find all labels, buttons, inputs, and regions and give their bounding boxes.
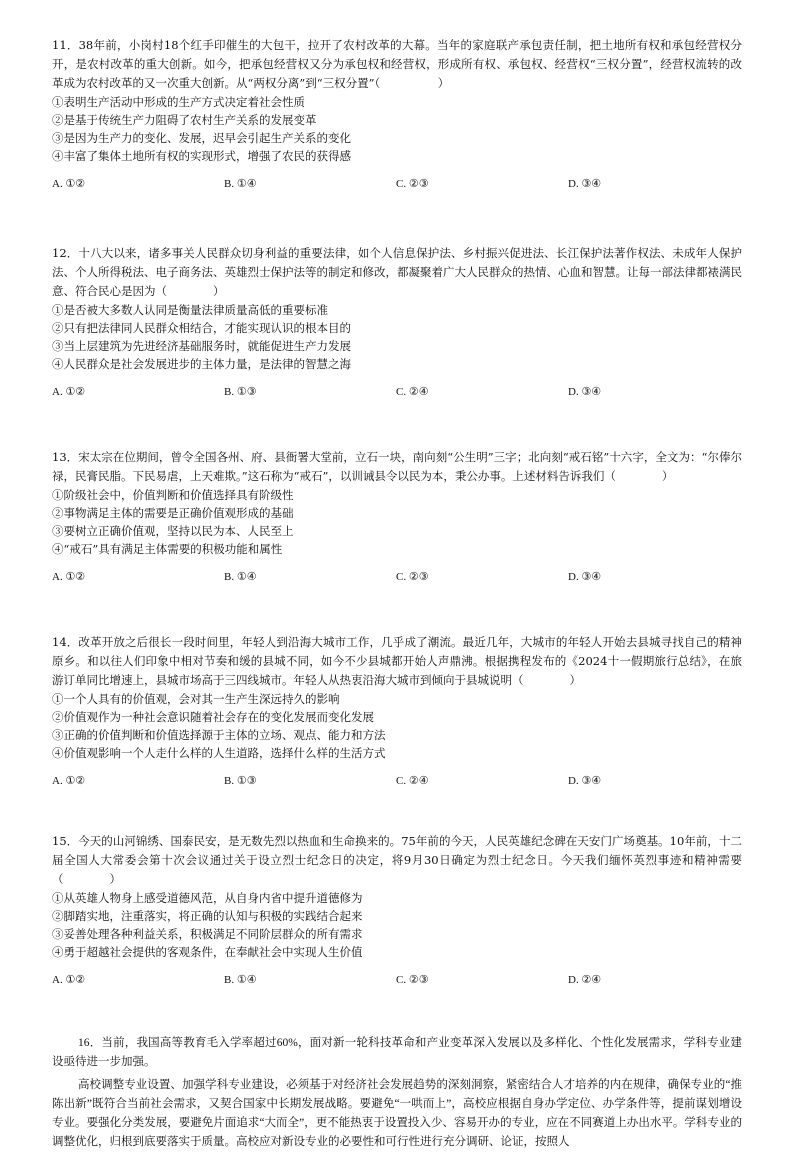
statement-item: ②只有把法律同人民群众相结合，才能实现认识的根本目的 <box>52 321 351 335</box>
question-stem: 11．38年前，小岗村18个红手印催生的大包干，拉开了农村改革的大幕。当年的家庭联产承包责任制，把土地所有权和承包经营权分开，是农村改革的重大创新。如今，把承包经营权又分为承包权和经营权，形成所有权、承包权、经营权“三权分置”，经营权流转的改革成为农村改革的又一次重大创新。从“两权分离”到“三权分置”（ ） <box>52 38 742 90</box>
answer-options <box>52 568 742 586</box>
statement-item: ④人民群众是社会发展进步的主体力量，是法律的智慧之海 <box>52 357 351 371</box>
option-a: A. ①② <box>52 775 86 787</box>
option-b: B. ①③ <box>224 775 257 787</box>
option-a: A. ①② <box>52 178 86 190</box>
statement-item: ④价值观影响一个人走什么样的人生道路，选择什么样的生活方式 <box>52 746 386 760</box>
statement-item: ②是基于传统生产力阻碍了农村生产关系的发展变革 <box>52 113 317 127</box>
statement-item: ④勇于超越社会提供的客观条件，在奉献社会中实现人生价值 <box>52 945 363 959</box>
option-d: D. ③④ <box>568 386 602 398</box>
option-d: D. ③④ <box>568 571 602 583</box>
option-c: C. ②③ <box>396 571 429 583</box>
option-a: A. ①② <box>52 974 86 986</box>
answer-options <box>52 971 742 989</box>
answer-options <box>52 383 742 401</box>
exam-page <box>52 36 742 1152</box>
statement-item: ①从英雄人物身上感受道德风范，从自身内省中提升道德修为 <box>52 891 363 905</box>
question-12 <box>52 244 742 401</box>
material-paragraph: 高校调整专业设置、加强学科专业建设，必须基于对经济社会发展趋势的深刻洞察，紧密结合人才培养的内在规律，确保专业的“推陈出新”既符合当前社会需求，又契合国家中长期发展战略。要避免“一哄而上”，高校应根据自身办学定位、办学条件等，提前谋划增设专业。要强化分类发展，要避免片面追求“大而全”，更不能热衷于设置投入少、容易开办的专业，应在不同赛道上办出水平。学科专业的调整优化，归根到底要落实于质量。高校应对新设专业的必要性和可行性进行充分调研、论证，按照人 <box>52 1079 742 1148</box>
answer-options <box>52 772 742 790</box>
question-stem: 13．宋太宗在位期间，曾令全国各州、府、县衙署大堂前，立石一块，南向刻“公生明”三字；北向刻“戒石铭”十六字，全文为：“尔俸尔禄，民膏民脂。下民易虐，上天难欺。”这石称为“戒石”，以训诫县令以民为本，秉公办事。上述材料告诉我们（ ） <box>52 450 742 483</box>
question-stem: 14．改革开放之后很长一段时间里，年轻人到沿海大城市工作，几乎成了潮流。最近几年，大城市的年轻人开始去县城寻找自己的精神原乡。和以往人们印象中相对节奏和缓的县城不同，如今不少县城都开始人声鼎沸。根据携程发布的《2024十一假期旅行总结》，在旅游订单同比增速上，县城市场高于三四线城市。年轻人从热衷沿海大城市到倾向于县城说明（ ） <box>52 635 742 687</box>
statement-item: ④“戒石”具有满足主体需要的积极功能和属性 <box>52 542 283 556</box>
option-d: D. ③④ <box>568 775 602 787</box>
statement-item: ①阶级社会中，价值判断和价值选择具有阶级性 <box>52 488 294 502</box>
statement-list <box>52 93 742 165</box>
option-c: C. ②④ <box>396 386 429 398</box>
option-b: B. ①④ <box>224 178 257 190</box>
question-14 <box>52 633 742 790</box>
statement-list <box>52 486 742 558</box>
option-d: D. ②④ <box>568 974 602 986</box>
statement-item: ②价值观作为一种社会意识随着社会存在的变化发展而变化发展 <box>52 710 374 724</box>
statement-item: ④丰富了集体土地所有权的实现形式，增强了农民的获得感 <box>52 149 351 163</box>
statement-list <box>52 301 742 373</box>
statement-item: ③正确的价值判断和价值选择源于主体的立场、观点、能力和方法 <box>52 728 386 742</box>
statement-item: ③是因为生产力的变化、发展，迟早会引起生产关系的变化 <box>52 131 351 145</box>
option-d: D. ③④ <box>568 178 602 190</box>
statement-item: ①一个人具有的价值观，会对其一生产生深远持久的影响 <box>52 692 340 706</box>
statement-list <box>52 889 742 961</box>
statement-item: ③要树立正确价值观，坚持以民为本、人民至上 <box>52 524 294 538</box>
option-b: B. ①④ <box>224 974 257 986</box>
statement-list <box>52 690 742 762</box>
statement-item: ③妥善处理各种利益关系，积极满足不同阶层群众的所有需求 <box>52 927 363 941</box>
statement-item: ①表明生产活动中形成的生产方式决定着社会性质 <box>52 95 305 109</box>
statement-item: ③当上层建筑为先进经济基础服务时，就能促进生产力发展 <box>52 339 351 353</box>
statement-item: ①是否被大多数人认同是衡量法律质量高低的重要标准 <box>52 303 328 317</box>
option-b: B. ①③ <box>224 386 257 398</box>
option-c: C. ②④ <box>396 775 429 787</box>
question-16 <box>52 1034 742 1152</box>
question-13 <box>52 448 742 586</box>
question-11 <box>52 36 742 193</box>
option-c: C. ②③ <box>396 974 429 986</box>
question-stem: 12．十八大以来，诸多事关人民群众切身利益的重要法律，如个人信息保护法、乡村振兴促进法、长江保护法著作权法、未成年人保护法、个人所得税法、电子商务法、英雄烈士保护法等的制定和修改，都凝聚着广大人民群众的热情、心血和智慧。让每一部法律都裱满民意、符合民心是因为（ ） <box>52 246 742 298</box>
question-stem: 15．今天的山河锦绣、国泰民安，是无数先烈以热血和生命换来的。75年前的今天，人民英雄纪念碑在天安门广场奠基。10年前，十二届全国人大常委会第十次会议通过关于设立烈士纪念日的决定，将9月30日确定为烈士纪念日。今天我们缅怀英烈事迹和精神需要（ ） <box>52 834 742 886</box>
option-b: B. ①④ <box>224 571 257 583</box>
statement-item: ②脚踏实地，注重落实，将正确的认知与积极的实践结合起来 <box>52 909 363 923</box>
answer-options <box>52 175 742 193</box>
option-a: A. ①② <box>52 571 86 583</box>
question-15 <box>52 832 742 989</box>
question-stem: 16．当前，我国高等教育毛入学率超过60%，面对新一轮科技革命和产业变革深入发展以及多样化、个性化发展需求，学科专业建设亟待进一步加强。 <box>52 1037 742 1068</box>
statement-item: ②事物满足主体的需要是正确价值观形成的基础 <box>52 506 294 520</box>
option-c: C. ②③ <box>396 178 429 190</box>
option-a: A. ①② <box>52 386 86 398</box>
